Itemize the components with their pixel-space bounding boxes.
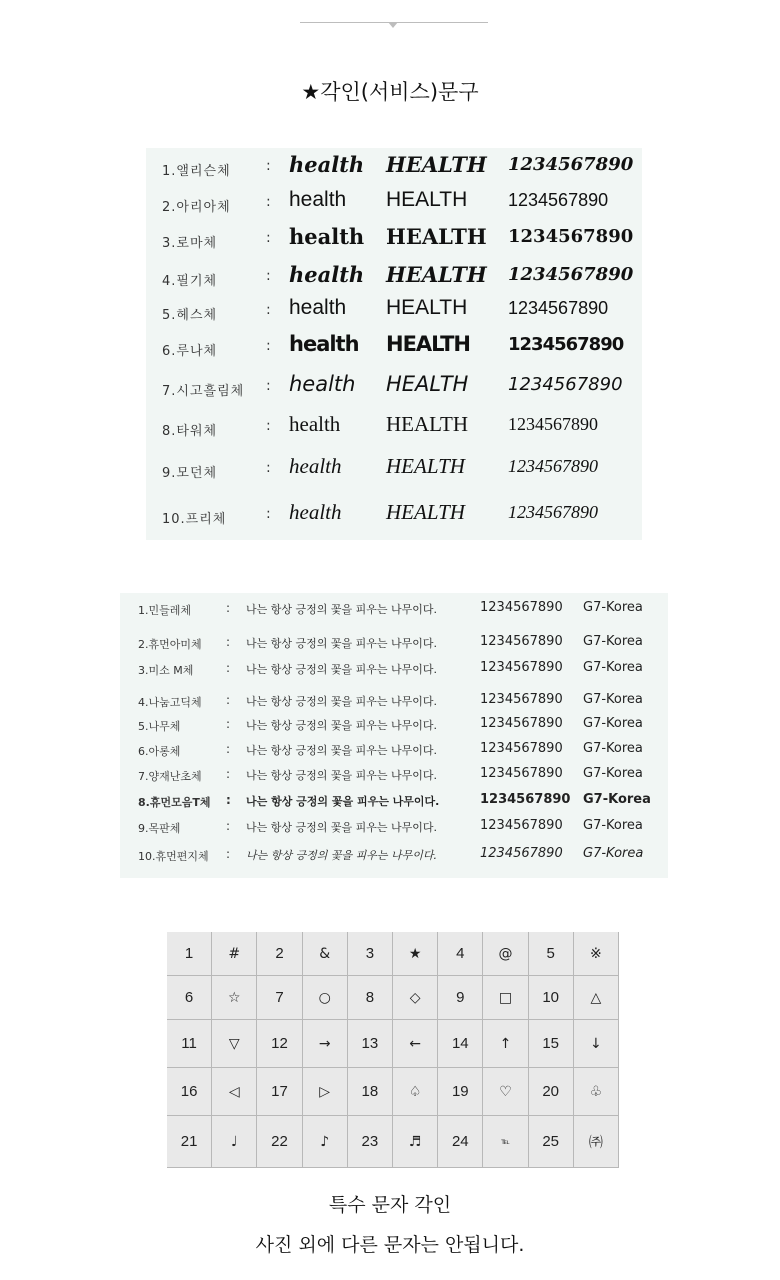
sample-sentence: 나는 항상 긍정의 꽃을 피우는 나무이다. <box>246 637 437 650</box>
symbol-number: 12 <box>257 1020 302 1068</box>
symbol-number: 4 <box>438 932 483 976</box>
sample-uppercase: HEALTH <box>386 412 469 436</box>
sample-brand: G7-Korea <box>583 792 651 807</box>
korean-font-samples <box>120 593 668 878</box>
sample-sentence: 나는 항상 긍정의 꽃을 피우는 나무이다. <box>246 744 437 757</box>
symbol-number: 7 <box>257 976 302 1020</box>
symbol-glyph: ◁ <box>212 1068 257 1116</box>
symbol-glyph: ♡ <box>483 1068 528 1116</box>
sample-lowercase: health <box>289 412 341 436</box>
page-title: ★각인(서비스)문구 <box>301 80 479 104</box>
font-name-label: 4.필기체 <box>162 274 218 289</box>
separator: : <box>266 418 271 434</box>
font-name-label: 8.타워체 <box>162 424 218 439</box>
symbol-number: 10 <box>529 976 574 1020</box>
font-name-label: 1.민들레체 <box>138 604 191 617</box>
sample-lowercase: health <box>289 500 342 524</box>
symbol-glyph: ㈜ <box>574 1116 619 1168</box>
symbol-glyph: & <box>303 932 348 976</box>
symbol-glyph: ♬ <box>393 1116 438 1168</box>
sample-sentence: 나는 항상 긍정의 꽃을 피우는 나무이다. <box>246 849 437 862</box>
symbol-number: 3 <box>348 932 393 976</box>
sample-numbers: 1234567890 <box>508 456 598 476</box>
symbol-glyph: ○ <box>303 976 348 1020</box>
english-font-row <box>146 224 642 258</box>
font-name-label: 2.아리아체 <box>162 200 231 215</box>
font-name-label: 9.모던체 <box>162 466 218 481</box>
sample-numbers: 1234567890 <box>480 716 563 731</box>
caption-notice: 사진 외에 다른 문자는 안됩니다. <box>255 1234 525 1256</box>
sample-uppercase: HEALTH <box>386 224 487 249</box>
separator: : <box>266 506 271 522</box>
separator: : <box>226 742 231 756</box>
english-font-row <box>146 332 642 366</box>
symbol-number: 25 <box>529 1116 574 1168</box>
sample-numbers: 1234567890 <box>508 502 598 522</box>
symbol-number: 19 <box>438 1068 483 1116</box>
symbol-glyph: ▷ <box>303 1068 348 1116</box>
separator: : <box>266 378 271 394</box>
english-font-row <box>146 152 642 186</box>
symbol-number: 20 <box>529 1068 574 1116</box>
sample-numbers: 1234567890 <box>480 741 563 756</box>
font-name-label: 1.앨리슨체 <box>162 164 231 179</box>
separator: : <box>266 268 271 284</box>
symbol-number: 2 <box>257 932 302 976</box>
symbol-glyph: ← <box>393 1020 438 1068</box>
symbol-number: 15 <box>529 1020 574 1068</box>
korean-font-row <box>120 789 668 813</box>
divider-notch-icon <box>388 22 398 28</box>
sample-lowercase: health <box>289 224 365 249</box>
separator: : <box>266 158 271 174</box>
sample-numbers: 1234567890 <box>480 846 563 861</box>
sample-sentence: 나는 항상 긍정의 꽃을 피우는 나무이다. <box>246 695 437 708</box>
english-font-row <box>146 296 642 330</box>
sample-sentence: 나는 항상 긍정의 꽃을 피우는 나무이다. <box>246 603 437 616</box>
korean-font-row <box>120 815 668 839</box>
sample-brand: G7-Korea <box>583 634 643 649</box>
symbol-number: 22 <box>257 1116 302 1168</box>
sample-numbers: 1234567890 <box>508 334 624 355</box>
symbol-number: 5 <box>529 932 574 976</box>
symbol-glyph: ◇ <box>393 976 438 1020</box>
symbol-glyph: ※ <box>574 932 619 976</box>
symbol-glyph: ↓ <box>574 1020 619 1068</box>
korean-font-row <box>120 843 668 867</box>
sample-uppercase: HEALTH <box>386 372 469 396</box>
sample-lowercase: health <box>289 262 365 287</box>
sample-numbers: 1234567890 <box>480 692 563 707</box>
separator: : <box>266 230 271 246</box>
sample-lowercase: health <box>289 332 359 356</box>
symbol-number: 13 <box>348 1020 393 1068</box>
separator: : <box>226 601 231 615</box>
special-character-grid <box>167 932 619 1168</box>
symbol-glyph: △ <box>574 976 619 1020</box>
sample-uppercase: HEALTH <box>386 188 468 211</box>
english-font-row <box>146 372 642 406</box>
symbol-number: 24 <box>438 1116 483 1168</box>
symbol-glyph: → <box>303 1020 348 1068</box>
sample-uppercase: HEALTH <box>386 262 487 287</box>
sample-numbers: 1234567890 <box>480 766 563 781</box>
symbol-number: 21 <box>167 1116 212 1168</box>
separator: : <box>226 693 231 707</box>
symbol-glyph: ♤ <box>393 1068 438 1116</box>
font-name-label: 10.프리체 <box>162 512 227 527</box>
korean-font-row <box>120 597 668 621</box>
symbol-number: 6 <box>167 976 212 1020</box>
font-name-label: 2.휴먼아미체 <box>138 638 202 651</box>
font-name-label: 8.휴먼모음T체 <box>138 796 211 809</box>
sample-brand: G7-Korea <box>583 716 643 731</box>
english-font-row <box>146 412 642 446</box>
symbol-glyph: ℡ <box>483 1116 528 1168</box>
sample-numbers: 1234567890 <box>508 298 609 318</box>
separator: : <box>266 194 271 210</box>
font-name-label: 6.루나체 <box>162 344 218 359</box>
symbol-glyph: @ <box>483 932 528 976</box>
font-name-label: 4.나눔고딕체 <box>138 696 202 709</box>
symbol-number: 8 <box>348 976 393 1020</box>
sample-brand: G7-Korea <box>583 766 643 781</box>
sample-numbers: 1234567890 <box>508 190 609 210</box>
sample-sentence: 나는 항상 긍정의 꽃을 피우는 나무이다. <box>246 663 437 676</box>
symbol-glyph: ▽ <box>212 1020 257 1068</box>
sample-numbers: 1234567890 <box>480 660 563 675</box>
english-font-row <box>146 500 642 534</box>
separator: : <box>266 338 271 354</box>
english-font-row <box>146 188 642 222</box>
sample-brand: G7-Korea <box>583 600 643 615</box>
separator: : <box>226 661 231 675</box>
sample-numbers: 1234567890 <box>508 374 623 395</box>
separator: : <box>226 767 231 781</box>
symbol-glyph: ♩ <box>212 1116 257 1168</box>
symbol-glyph: ↑ <box>483 1020 528 1068</box>
symbol-glyph: # <box>212 932 257 976</box>
symbol-glyph: ☆ <box>212 976 257 1020</box>
sample-numbers: 1234567890 <box>508 264 634 285</box>
sample-lowercase: health <box>289 372 356 396</box>
font-name-label: 5.나무체 <box>138 720 181 733</box>
separator: : <box>226 717 231 731</box>
sample-numbers: 1234567890 <box>508 414 598 434</box>
english-font-samples <box>146 148 642 540</box>
font-name-label: 6.아롱체 <box>138 745 181 758</box>
font-name-label: 3.미소 M체 <box>138 664 194 677</box>
korean-font-row <box>120 689 668 713</box>
sample-sentence: 나는 항상 긍정의 꽃을 피우는 나무이다. <box>246 719 437 732</box>
sample-uppercase: HEALTH <box>386 500 465 524</box>
sample-numbers: 1234567890 <box>508 154 634 175</box>
sample-uppercase: HEALTH <box>386 332 470 356</box>
sample-numbers: 1234567890 <box>508 226 634 247</box>
sample-numbers: 1234567890 <box>480 634 563 649</box>
caption-title: 특수 문자 각인 <box>328 1194 452 1216</box>
separator: : <box>226 793 231 807</box>
english-font-row <box>146 262 642 296</box>
font-name-label: 7.양재난초체 <box>138 770 202 783</box>
separator: : <box>226 847 231 861</box>
symbol-number: 1 <box>167 932 212 976</box>
english-font-row <box>146 454 642 488</box>
separator: : <box>266 460 271 476</box>
font-name-label: 9.목판체 <box>138 822 181 835</box>
sample-uppercase: HEALTH <box>386 296 468 319</box>
symbol-number: 11 <box>167 1020 212 1068</box>
korean-font-row <box>120 631 668 655</box>
korean-font-row <box>120 657 668 681</box>
sample-numbers: 1234567890 <box>480 818 563 833</box>
symbol-number: 9 <box>438 976 483 1020</box>
korean-font-row <box>120 713 668 737</box>
font-name-label: 5.헤스체 <box>162 308 218 323</box>
sample-lowercase: health <box>289 188 347 211</box>
korean-font-row <box>120 738 668 762</box>
sample-sentence: 나는 항상 긍정의 꽃을 피우는 나무이다. <box>246 795 440 808</box>
sample-sentence: 나는 항상 긍정의 꽃을 피우는 나무이다. <box>246 769 437 782</box>
korean-font-row <box>120 763 668 787</box>
sample-brand: G7-Korea <box>583 818 643 833</box>
symbol-glyph: ♧ <box>574 1068 619 1116</box>
symbol-number: 16 <box>167 1068 212 1116</box>
symbol-number: 17 <box>257 1068 302 1116</box>
separator: : <box>266 302 271 318</box>
sample-lowercase: health <box>289 152 365 177</box>
separator: : <box>226 819 231 833</box>
symbol-glyph: □ <box>483 976 528 1020</box>
sample-lowercase: health <box>289 454 342 478</box>
sample-uppercase: HEALTH <box>386 454 465 478</box>
symbol-glyph: ★ <box>393 932 438 976</box>
symbol-number: 23 <box>348 1116 393 1168</box>
sample-brand: G7-Korea <box>583 741 643 756</box>
sample-brand: G7-Korea <box>583 660 643 675</box>
sample-brand: G7-Korea <box>583 692 643 707</box>
font-name-label: 3.로마체 <box>162 236 218 251</box>
sample-lowercase: health <box>289 296 347 319</box>
symbol-number: 18 <box>348 1068 393 1116</box>
sample-sentence: 나는 항상 긍정의 꽃을 피우는 나무이다. <box>246 821 437 834</box>
symbol-number: 14 <box>438 1020 483 1068</box>
sample-numbers: 1234567890 <box>480 600 563 615</box>
sample-brand: G7-Korea <box>583 846 644 861</box>
font-name-label: 7.시고흘림체 <box>162 384 245 399</box>
sample-uppercase: HEALTH <box>386 152 487 177</box>
font-name-label: 10.휴먼편지체 <box>138 850 209 863</box>
sample-numbers: 1234567890 <box>480 792 571 807</box>
separator: : <box>226 635 231 649</box>
symbol-glyph: ♪ <box>303 1116 348 1168</box>
